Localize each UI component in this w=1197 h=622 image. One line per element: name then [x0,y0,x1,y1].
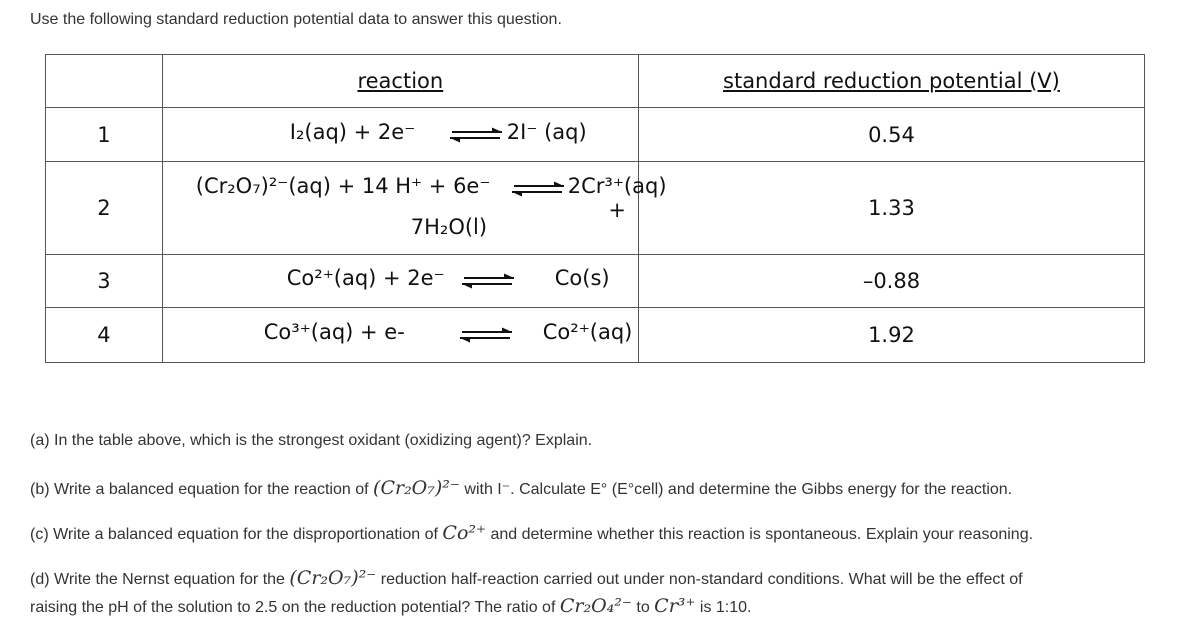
table-row [46,255,1145,308]
potential-value: –0.88 [638,255,1144,308]
question-c-text-2: and determine whether this reaction is spontaneous. Explain your reasoning. [490,526,1034,543]
question-c [30,522,1033,544]
equilibrium-arrow-icon [458,327,514,343]
header-reaction: reaction [162,55,638,108]
row-number: 2 [46,162,163,255]
question-b [30,477,1012,499]
reactants: Co³⁺(aq) + e- [263,320,405,344]
equilibrium-arrow-icon [460,273,516,289]
dichromate-formula: (Cr₂O₇)²⁻ [289,567,377,589]
potential-value: 1.33 [638,162,1144,255]
dichromate-formula: (Cr₂O₇)²⁻ [373,477,460,499]
equilibrium-arrow-icon [510,181,566,197]
question-d-line-2 [30,595,751,617]
reactants: I₂(aq) + 2e⁻ [289,120,416,144]
potential-value: 0.54 [638,108,1144,162]
cobalt-ion-formula: Co²⁺ [442,522,487,544]
products: 2I⁻ (aq) [506,120,587,144]
reaction-cell [162,108,638,162]
reactants: Co²⁺(aq) + 2e⁻ [286,266,445,290]
question-b-text-2: with I⁻. Calculate E° (E°cell) and determine the Gibbs energy for the reaction. [464,481,1013,498]
question-d-text-3: raising the pH of the solution to 2.5 on the reduction potential? The ratio of [30,599,556,616]
row-number: 3 [46,255,163,308]
chromium-ion-formula: Cr³⁺ [654,595,696,617]
question-b-text: (b) Write a balanced equation for the reaction of [30,481,369,498]
row-number: 1 [46,108,163,162]
reaction-cell [162,162,667,255]
header-number [46,55,163,108]
potential-value: 1.92 [638,308,1144,363]
reaction-cell [162,255,638,308]
table-header-row [46,55,1145,108]
reduction-potential-table [45,54,1145,363]
products: Co²⁺(aq) [542,320,633,344]
question-c-text: (c) Write a balanced equation for the disproportionation of [30,526,438,543]
question-d-text-2: reduction half-reaction carried out under non-standard conditions. What will be the effect of [380,571,1023,588]
question-d-text-4: to [636,599,650,616]
question-d [30,567,1023,589]
intro-text: Use the following standard reduction potential data to answer this question. [30,11,562,28]
chromate-formula: Cr₂O₄²⁻ [559,595,632,617]
reaction-cell [162,308,638,363]
table-row [46,108,1145,162]
question-d-text-5: is 1:10. [699,599,752,616]
reactants: (Cr₂O₇)²⁻(aq) + 14 H⁺ + 6e⁻ [195,174,491,198]
table-row [46,308,1145,363]
question-d-text: (d) Write the Nernst equation for the [30,571,285,588]
header-potential: standard reduction potential (V) [638,55,1144,108]
table-row [46,162,1145,255]
equilibrium-arrow-icon [448,127,504,143]
products: 2Cr³⁺(aq) + [567,174,667,222]
question-a: (a) In the table above, which is the strongest oxidant (oxidizing agent)? Explain. [30,432,593,449]
products: Co(s) [554,266,610,290]
reactants-continued: 7H₂O(l) [410,215,488,239]
row-number: 4 [46,308,163,363]
